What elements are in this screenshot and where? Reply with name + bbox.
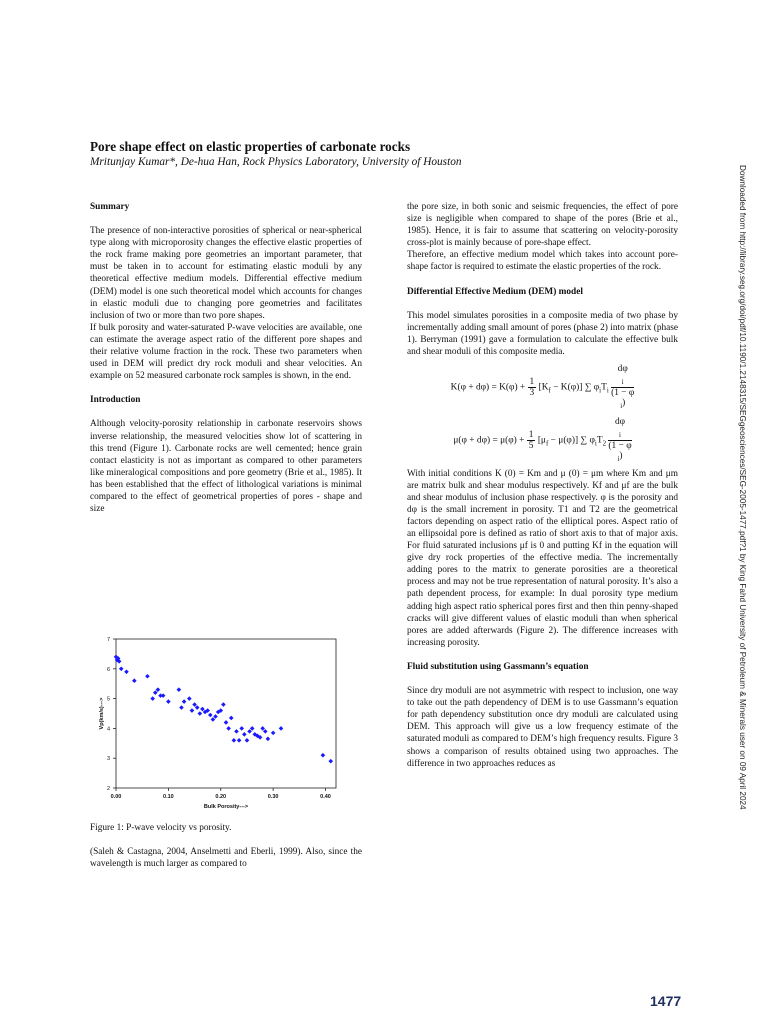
right-paragraph-1: the pore size, in both sonic and seismic frequencies, the effect of pore size is negligible when compared to shape of the pores (Brie et al., 1985). Hence, it is fair to assume that scattering on velocity-porosity cross-plot is mainly because of pore-shape effect.: [407, 202, 678, 249]
y-tick-label: 4: [106, 726, 110, 733]
data-point: [190, 708, 195, 713]
equation-shear-modulus: μ(φ + dφ) = μ(φ) + $\frac{1}{5}$ $[\mu_f - \mu(\varphi)]$ ∑ $\varphi_iT_2$ dφ $_i$ (1 − φ $_i$): [453, 416, 632, 463]
summary-heading: Summary: [90, 202, 130, 212]
data-point: [263, 729, 268, 734]
eq1-lhs: K(φ + dφ) = K(φ) +: [450, 382, 526, 393]
download-notice-text: Downloaded from http://library.seg.org/doi/pdf/10.1190/1.2148315/SEGgeosciences/SEG-2005-1477.pdf?1 by King Fahd University of Petroleum & Minerals user on 09 April 2024: [738, 165, 747, 810]
data-point: [250, 726, 255, 731]
data-point: [321, 753, 326, 758]
gassmann-paragraph-1: Since dry moduli are not asymmetric with respect to inclusion, one way to take out the path dependency of DEM is to use Gassmann’s equation for path dependency substitution once dry moduli are calculated using DEM. This approach will give us a low frequency estimate of the saturated moduli as compared to DEM’s high frequency results. Figure 3 shows a comparison of results obtained using two approaches. The difference in two approaches reduces as: [407, 686, 678, 769]
data-point: [132, 678, 137, 683]
data-point: [150, 696, 155, 701]
y-axis-label: Vp(km/s)--->: [99, 697, 105, 730]
x-tick-label: 0.30: [267, 794, 279, 800]
data-point: [242, 732, 247, 737]
page-number: 1477: [650, 993, 682, 1009]
eq1-mid: [K: [538, 382, 549, 393]
x-tick-label: 0.40: [320, 794, 331, 800]
data-point: [266, 737, 271, 742]
gassmann-heading: Fluid substitution using Gassmann’s equation: [407, 661, 589, 672]
left-column: [90, 201, 362, 515]
figure-1-scatter-chart: [90, 633, 355, 811]
data-point: [226, 726, 231, 731]
eq1-coefficient: $\frac{1}{3}$: [529, 376, 535, 398]
data-point: [328, 759, 333, 764]
data-point: [213, 714, 218, 719]
y-tick-label: 7: [106, 637, 110, 643]
equation-bulk-modulus: K(φ + dφ) = K(φ) + $\frac{1}{3}$ $[K_f - K(\varphi)]$ ∑ $\varphi_iT_i$ dφ $_i$ (1 − φ $_i$): [450, 364, 635, 410]
data-point: [260, 726, 265, 731]
data-point: [198, 711, 203, 716]
data-point: [177, 687, 182, 692]
data-point: [245, 738, 250, 743]
data-point: [229, 716, 234, 721]
data-point: [208, 713, 213, 718]
figure-1-caption: Figure 1: P-wave velocity vs porosity.: [90, 823, 232, 833]
eq2-fraction: dφ $_i$ (1 − φ $_i$): [608, 416, 632, 463]
eq2-coefficient: $\frac{1}{5}$: [528, 429, 534, 451]
eq2-lhs: μ(φ + dφ) = μ(φ) +: [453, 435, 525, 446]
y-tick-label: 2: [106, 786, 110, 792]
introduction-heading: Introduction: [90, 395, 141, 406]
paper-authors: Mritunjay Kumar*, De-hua Han, Rock Physics Laboratory, University of Houston: [90, 156, 462, 168]
data-point: [271, 731, 276, 736]
data-point: [119, 667, 124, 672]
dem-paragraph-1: This model simulates porosities in a composite media of two phase by incrementally adding small amount of pores (phase 2) into matrix (phase 1). Berryman (1991) gave a formulation to calculate the effective bulk and shear moduli of this composite media.: [407, 310, 678, 357]
data-point: [279, 726, 284, 731]
data-point: [234, 729, 239, 734]
data-point: [153, 690, 158, 695]
x-axis-label: Bulk Porosity--->: [203, 804, 249, 810]
data-point: [200, 707, 205, 712]
y-tick-label: 6: [106, 666, 110, 673]
eq2-mid2: − μ(φ)] ∑ φ: [548, 435, 595, 446]
y-tick-label: 3: [106, 756, 110, 763]
right-paragraph-2: Therefore, an effective medium model which takes into account pore-shape factor is required to estimate the elastic properties of the rock.: [407, 250, 678, 273]
download-notice-sidebar: [724, 165, 754, 1005]
y-tick-label: 5: [106, 696, 110, 703]
left-column-continuation: (Saleh & Castagna, 2004, Anselmetti and Eberli, 1999). Also, since the wavelength is much larger as compared to: [90, 847, 362, 870]
data-point: [232, 738, 237, 743]
data-point: [237, 738, 242, 743]
dem-paragraph-2: With initial conditions K (0) = Km and μ (0) = μm where Km and μm are matrix bulk and shear modulus respectively. Kf and μf are the bulk and shear modulus of inclusion phase respectively. φ is the porosity and dφ is the small increment in porosity. T1 and T2 are the geometrical factors depending on aspect ratio of the elliptical pores. Aspect ratio of an ellipsoidal pore is defined as ratio of short axis to that of major axis. For fluid saturated inclusions μf is 0 and putting Kf in the equation will give dry rock properties of the effective media. The incrementally adding pores to the matrix to generate porosities are a theoretical process and may not be true representation of natural porosity. It’s also a path dependent process, for example: In dual porosity type medium adding high aspect ratio spherical pores first and then thin penny-shaped cracks will give different values of elastic moduli than when spherical pores are added afterwards (Figure 2). The difference increases with increasing porosity.: [407, 468, 678, 648]
data-point: [156, 687, 161, 692]
data-point: [145, 674, 150, 679]
data-point: [224, 720, 229, 725]
x-tick-label: 0.20: [215, 794, 227, 800]
data-point: [221, 702, 226, 707]
data-point: [124, 669, 129, 674]
x-tick-label: 0.00: [110, 794, 122, 800]
data-point: [239, 726, 244, 731]
data-point: [179, 705, 184, 710]
data-point: [187, 696, 192, 701]
eq2-mid: [μ: [537, 435, 546, 446]
introduction-paragraph-1: Although velocity-porosity relationship in carbonate reservoirs shows inverse relationship, the measured velocities show lot of scattering in this trend (Figure 1). Carbonate rocks are well cemented; hence grain contact elasticity is not as important as compared to other parameters like mineralogical compositions and pore geometry (Brie et al., 1985). It has been established that the effect of lithological variations is minimal compared to the effect of geometrical properties of pores - shape and size: [90, 419, 362, 515]
paper-title: Pore shape effect on elastic properties of carbonate rocks: [90, 139, 411, 154]
eq1-fraction: dφ $_i$ (1 − φ $_i$): [611, 364, 635, 410]
data-point: [182, 699, 187, 704]
plot-area-frame: [116, 639, 336, 788]
summary-paragraph-1: The presence of non-interactive porosities of spherical or near-spherical type along with microporosity changes the effective elastic properties of the rock frame making pore geometries an important parameter, that must be taken in to account for estimating elastic moduli by any theoretical effective medium models. Differential effective medium (DEM) model is one such theoretical model which accounts for changes in elastic moduli due to changing pore geometries and facilitates inclusion of two or more than two pore shapes.: [90, 226, 362, 321]
eq1-mid2: − K(φ)] ∑ φ: [550, 382, 600, 393]
data-point: [195, 705, 200, 710]
right-column: [407, 201, 678, 770]
summary-paragraph-2: If bulk porosity and water-saturated P-wave velocities are available, one can estimate the average aspect ratio of the different pore shapes and their relative volume fraction in the rock. These two parameters when used in DEM will predict dry rock moduli and shear velocities. An example on 52 measured carbonate rock samples is shown, in the end.: [90, 322, 362, 382]
data-point: [166, 699, 171, 704]
data-point: [192, 702, 197, 707]
data-point: [211, 717, 216, 722]
dem-heading: Differential Effective Medium (DEM) model: [407, 286, 583, 297]
data-point: [161, 693, 166, 698]
x-tick-label: 0.10: [163, 794, 174, 800]
data-point: [247, 729, 252, 734]
